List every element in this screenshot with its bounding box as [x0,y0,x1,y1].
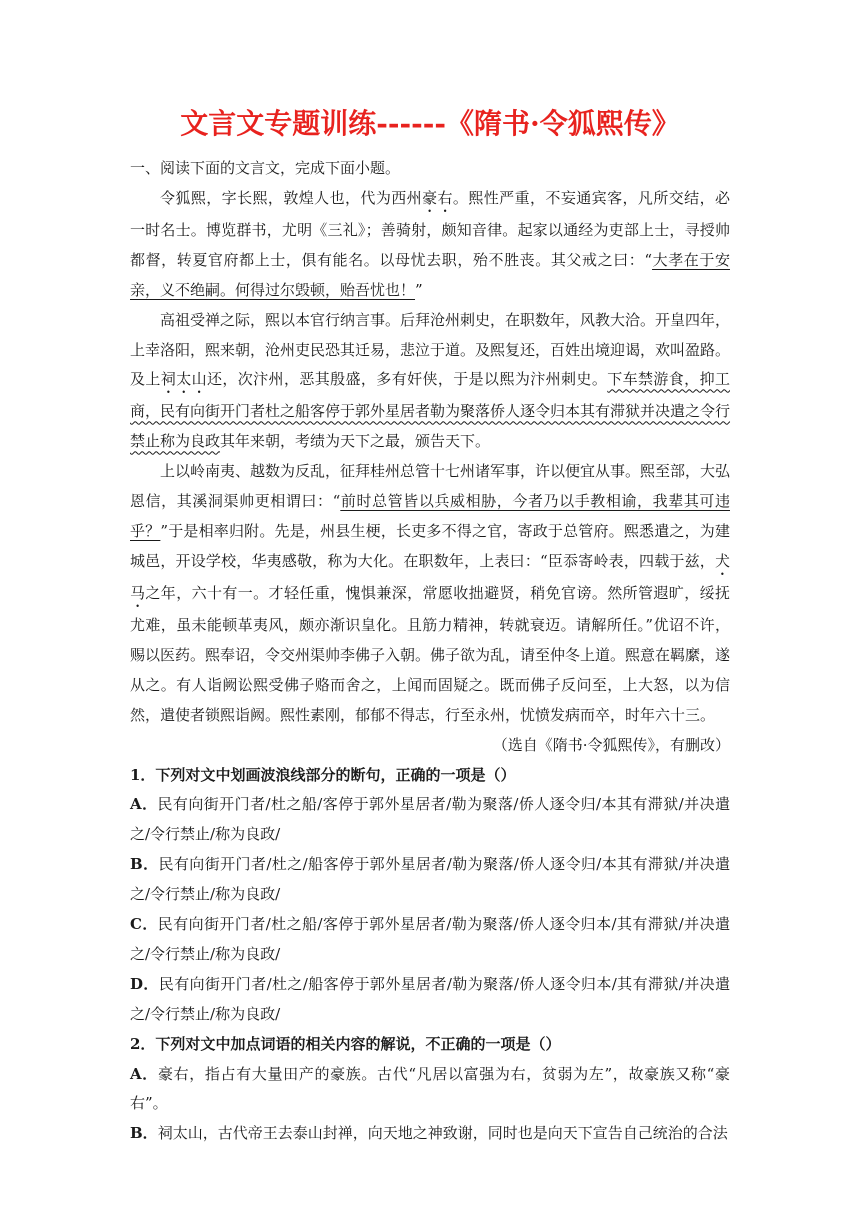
question-1-option-c: C．民有向街开门者/杜之船/客停于郭外星居者/勒为聚落/侨人逐令归本/其有滞狱/并决遣之/令行禁止/称为良政/ [130,915,730,963]
passage-paragraph-1: 令狐熙，字长熙，敦煌人也，代为西州豪右。熙性严重，不妄通宾客，凡所交结，必一时名士。博览群书，尤明《三礼》；善骑射，颇知音律。起家以通经为吏部上士，寻授帅都督，转夏官府都上士，俱有能名。以母忧去职，殆不胜丧。其父戒之曰：“大孝在于安亲，义不绝嗣。何得过尔毁顿，贻吾忧也！” [130,188,730,299]
question-2-option-b: B．祠太山，古代帝王去泰山封禅，向天地之神致谢，同时也是向天下宣告自己统治的合法 [130,1124,728,1143]
page-title: 文言文专题训练------《隋书·令狐熙传》 [180,107,680,140]
document-body [130,154,730,1149]
question-2-option-a: A．豪右，指占有大量田产的豪族。古代“凡居以富强为右，贫弱为左”，故豪族又称“豪右”。 [130,1064,731,1113]
question-1-option-b: B．民有向街开门者/杜之/船客停于郭外星居者/勒为聚落/侨人逐令归/本其有滞狱/并决遣之/令行禁止/称为良政/ [130,855,731,904]
wavy-underlined-section: 下车禁游食，抑工商，民有向街开门者杜之船客停于郭外星居者勒为聚落侨人逐令归本其有滞狱并决遣之令行禁止称为良政 [130,370,731,451]
question-1-stem: 1．下列对文中划画波浪线部分的断句，正确的一项是（） [130,765,516,784]
dotted-term-citaishan: 祠太山 [160,370,207,389]
underlined-sentence-2: 前时总管皆以兵威相胁，今者乃以手教相谕，我辈其可违乎？ [130,492,730,541]
question-2-stem: 2．下列对文中加点词语的相关内容的解说，不正确的一项是（） [130,1034,561,1053]
question-1-option-a: A．民有向街开门者/杜之船/客停于郭外星居者/勒为聚落/侨人逐令归/本其有滞狱/并决遣之/令行禁止/称为良政/ [130,795,730,844]
passage-paragraph-3: 上以岭南夷、越数为反乱，征拜桂州总管十七州诸军事，许以便宜从事。熙至部，大弘恩信，其溪洞渠帅更相谓曰：“前时总管皆以兵威相胁，今者乃以手教相谕，我辈其可违乎？”于是相率归附。先是，州县生梗，长吏多不得之官，寄政于总管府。熙悉遣之，为建城邑，开设学校，华夷感敬，称为大化。在职数年，上表曰：“臣忝寄岭表，四载于兹，犬马之年，六十有一。才轻任重，愧惧兼深，常愿收拙避贤，稍免官谤。然所管遐旷，绥抚尤难，虽未能顿革夷风，颇亦渐识皇化。且筋力精神，转就衰迈。请解所任。”优诏不许，赐以医药。熙奉诏，令交州渠帅李佛子入朝。佛子欲为乱，请至仲冬上道。熙意在羁縻，遂从之。有人诣阙讼熙受佛子赂而舍之，上闻而固疑之。既而佛子反问至，上大怒，以为信然，遣使者锁熙诣阙。熙性素刚，郁郁不得志，行至永州，忧愤发病而卒，时年六十三。 [130,462,731,724]
dotted-term-quanma: 犬马 [130,551,730,602]
question-1-option-d: D．民有向街开门者/杜之/船客停于郭外星居者/勒为聚落/侨人逐令归本/其有滞狱/并决遣之/令行禁止/称为良政/ [130,974,731,1023]
passage-paragraph-2: 高祖受禅之际，熙以本官行纳言事。后拜沧州刺史，在职数年，风教大洽。开皇四年，上幸洛阳，熙来朝，沧州吏民恐其迁易，悲泣于道。及熙复还，百姓出境迎谒，欢叫盈路。及上祠太山还，次汴州，恶其殷盛，多有奸侠，于是以熙为汴州刺史。下车禁游食，抑工商，民有向街开门者杜之船客停于郭外星居者勒为聚落侨人逐令归本其有滞狱并决遣之令行禁止称为良政其年来朝，考绩为天下之最，颁告天下。 [130,310,731,451]
dotted-term-haoyou: 豪右 [422,188,453,207]
instruction: 一、阅读下面的文言文，完成下面小题。 [130,159,401,177]
passage-source: （选自《隋书·令狐熙传》，有删改） [492,735,730,754]
underlined-sentence-1: 大孝在于安亲，义不绝嗣。何得过尔毁顿，贻吾忧也！ [130,250,730,299]
